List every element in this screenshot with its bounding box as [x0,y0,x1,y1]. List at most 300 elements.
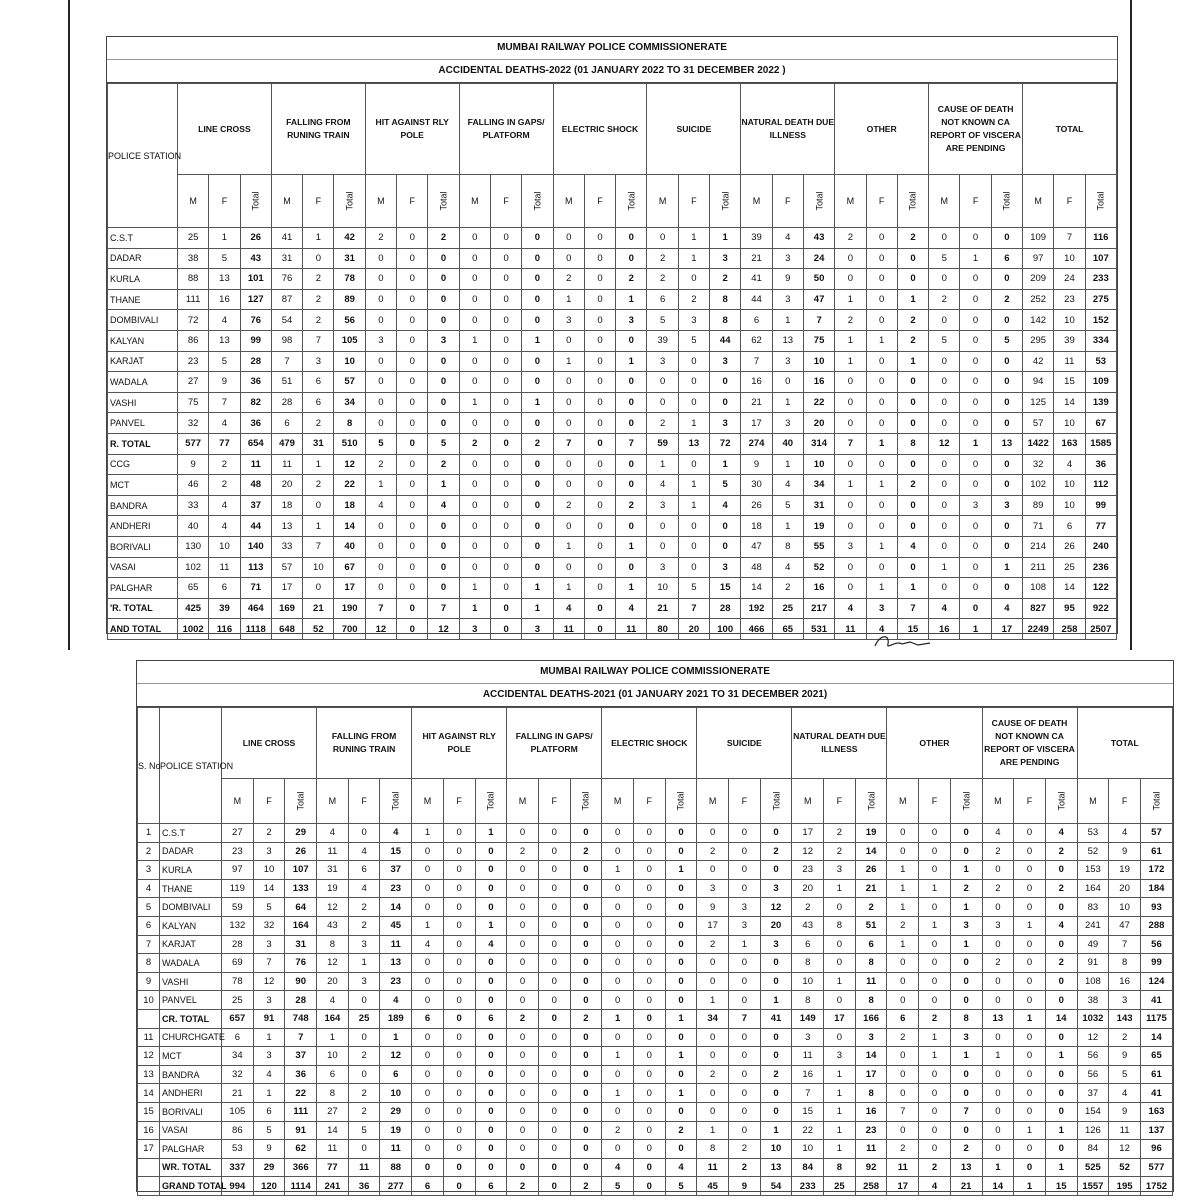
cell-value: 0 [538,1177,570,1196]
cell-value: 0 [538,1084,570,1103]
total-header [710,175,741,228]
male-header [317,779,349,824]
cell-value: 0 [397,578,428,599]
cell-value: 0 [835,413,866,434]
cell-value: 0 [303,495,334,516]
row-station: WADALA [108,372,178,393]
cell-value: 0 [824,954,856,973]
cell-value: 7 [792,1084,824,1103]
station-header: POLICE STATION [108,84,178,228]
cell-value: 0 [570,1102,602,1121]
cell-value: 2 [729,1140,761,1159]
cell-value: 23 [792,861,824,880]
cell-value: 4 [253,1065,285,1084]
cell-value: 0 [835,248,866,269]
total-row [138,1009,1173,1028]
cell-value: 0 [665,1065,697,1084]
cell-value: 4 [919,1177,951,1196]
cell-value: 5 [209,248,240,269]
cell-value: 47 [803,289,834,310]
cell-value: 1 [647,454,678,475]
cell-value: 22 [803,392,834,413]
cell-value: 19 [317,879,349,898]
cell-value: 0 [459,310,490,331]
cell-value: 28 [710,598,741,619]
cell-value: 11 [271,454,302,475]
cell-value: 0 [397,619,428,640]
cell-value: 2 [824,824,856,843]
subheader-label: M [846,196,855,206]
cell-value: 0 [507,1084,539,1103]
cell-value: 164 [1077,879,1109,898]
cell-value: 0 [602,916,634,935]
cell-value: 0 [1014,954,1046,973]
cell-value: 3 [428,330,459,351]
cell-value: 0 [647,536,678,557]
cell-value: 654 [240,433,271,454]
cell-value: 0 [919,935,951,954]
cell-value: 1 [929,557,960,578]
cell-value: 1 [772,516,803,537]
cell-value: 0 [960,228,991,249]
cell-value: 1 [412,824,444,843]
male-header [412,779,444,824]
cell-value: 1 [1014,1121,1046,1140]
cell-value: 0 [950,824,982,843]
cell-value: 2 [824,842,856,861]
cell-value: 4 [991,598,1022,619]
cell-value: 15 [1045,1177,1077,1196]
cell-value: 2 [507,1009,539,1028]
cell-value: 10 [317,1047,349,1066]
cell-value: 108 [1077,972,1109,991]
cell-value: 0 [929,351,960,372]
cell-value: 137 [1140,1121,1172,1140]
cell-value: 0 [397,330,428,351]
cell-value: 0 [522,454,553,475]
cell-value: 0 [584,516,615,537]
cell-value: 0 [490,598,521,619]
female-header [584,175,615,228]
cell-value: 657 [222,1009,254,1028]
cell-value: 0 [522,228,553,249]
cell-value: 0 [459,413,490,434]
cell-value: 29 [253,1158,285,1177]
cell-value: 0 [538,1009,570,1028]
cell-value: 0 [397,536,428,557]
cell-value: 0 [584,495,615,516]
cell-value: 2 [897,310,928,331]
total-header [1140,779,1172,824]
cell-value: 4 [1045,824,1077,843]
cell-value: 0 [570,1158,602,1177]
cell-value: 1 [697,1121,729,1140]
cell-value: 8 [317,935,349,954]
male-header [459,175,490,228]
cell-value: 0 [584,475,615,496]
cell-value: 3 [253,842,285,861]
cell-value: 0 [950,954,982,973]
cell-value: 1 [760,1121,792,1140]
cell-value: 3 [459,619,490,640]
cell-value: 39 [741,228,772,249]
cell-value: 195 [1109,1177,1141,1196]
cell-value: 184 [1140,879,1172,898]
cell-value: 28 [271,392,302,413]
cell-value: 1 [553,578,584,599]
cell-value: 1 [824,879,856,898]
cell-value: 0 [584,598,615,619]
cell-value: 31 [317,861,349,880]
row-station: PALGHAR [108,578,178,599]
cell-value: 22 [334,475,365,496]
cell-value: 91 [253,1009,285,1028]
cell-value: 1114 [285,1177,317,1196]
cell-value: 4 [348,842,380,861]
cell-value: 1 [824,972,856,991]
cell-value: 13 [209,269,240,290]
cell-value: 288 [1140,916,1172,935]
cell-value: 0 [729,991,761,1010]
cell-value: 0 [507,898,539,917]
cell-value: 0 [866,516,897,537]
table-row [108,413,1117,434]
cell-value: 10 [647,578,678,599]
cell-value: 20 [1109,879,1141,898]
male-header [929,175,960,228]
cell-value: 89 [334,289,365,310]
cell-value: 4 [665,1158,697,1177]
cell-value: 0 [490,454,521,475]
cell-value: 0 [887,954,919,973]
sno-header: S. No [138,708,160,824]
subheader-label: F [931,796,938,806]
cell-value: 3 [710,413,741,434]
table-row [108,516,1117,537]
cell-value: 0 [443,1084,475,1103]
row-sno: 12 [138,1047,160,1066]
cell-value: 89 [1023,495,1054,516]
row-station: PANVEL [160,991,222,1010]
cell-value: 21 [647,598,678,619]
cell-value: 122 [1085,578,1116,599]
cell-value: 1 [866,330,897,351]
cell-value: 3 [982,916,1014,935]
cell-value: 50 [803,269,834,290]
cell-value: 8 [697,1140,729,1159]
female-header [348,779,380,824]
subheader-label: M [377,196,385,206]
total-header [522,175,553,228]
cell-value: 0 [584,330,615,351]
cell-value: 57 [1023,413,1054,434]
cell-value: 3 [348,935,380,954]
cell-value: 8 [950,1009,982,1028]
subheader-label: M [708,796,717,806]
cell-value: 43 [317,916,349,935]
cell-value: 0 [507,1102,539,1121]
cell-value: 43 [803,228,834,249]
cell-value: 2 [950,1140,982,1159]
table-row [108,372,1117,393]
subheader-label: F [1066,196,1073,206]
cell-value: 0 [887,1065,919,1084]
cell-value: 0 [397,310,428,331]
cell-value: 0 [697,972,729,991]
row-sno: 6 [138,916,160,935]
cell-value: 10 [792,972,824,991]
cell-value: 0 [919,824,951,843]
cell-value: 0 [729,861,761,880]
cell-value: 0 [665,879,697,898]
cell-value: 2 [678,289,709,310]
cell-value: 17 [887,1177,919,1196]
row-sno: 14 [138,1084,160,1103]
cell-value: 0 [475,861,507,880]
subheader-label: F [972,196,979,206]
cell-value: 0 [507,1121,539,1140]
cell-value: 2 [553,495,584,516]
cell-value: 0 [991,351,1022,372]
cell-value: 3 [253,935,285,954]
cell-value: 0 [522,557,553,578]
cell-value: 0 [633,842,665,861]
cell-value: 20 [271,475,302,496]
cell-value: 0 [1014,1102,1046,1121]
cell-value: 5 [665,1177,697,1196]
cell-value: 11 [835,619,866,640]
cell-value: 3 [960,495,991,516]
cell-value: 8 [855,1084,887,1103]
cell-value: 1 [866,536,897,557]
cell-value: 0 [1014,1084,1046,1103]
subheader-label: F [1121,796,1128,806]
category-header: TOTAL [1023,84,1117,175]
table-row [138,954,1173,973]
cell-value: 5 [991,330,1022,351]
cell-value: 314 [803,433,834,454]
cell-value: 258 [1054,619,1085,640]
cell-value: 0 [538,991,570,1010]
cell-value: 3 [253,1047,285,1066]
cell-value: 0 [538,935,570,954]
category-header: HIT AGAINST RLY POLE [365,84,459,175]
cell-value: 6 [303,372,334,393]
cell-value: 13 [271,516,302,537]
male-header [553,175,584,228]
row-station: VASAI [160,1121,222,1140]
cell-value: 0 [443,954,475,973]
cell-value: 0 [772,372,803,393]
female-header [397,175,428,228]
cell-value: 0 [538,1140,570,1159]
cell-value: 0 [570,879,602,898]
cell-value: 0 [960,392,991,413]
subheader-label: Total [1056,791,1067,811]
subheader-label: M [1089,796,1097,806]
cell-value: 0 [633,824,665,843]
category-header: FALLING FROM RUNING TRAIN [271,84,365,175]
cell-value: 4 [1109,824,1141,843]
cell-value: 6 [253,1102,285,1121]
cell-value: 1 [365,475,396,496]
cell-value: 19 [803,516,834,537]
cell-value: 1 [412,916,444,935]
cell-value: 0 [991,454,1022,475]
cell-value: 26 [240,228,271,249]
cell-value: 0 [584,557,615,578]
cell-value: 2 [303,269,334,290]
cell-value: 0 [602,1102,634,1121]
cell-value: 0 [412,972,444,991]
cell-value: 0 [897,495,928,516]
cell-value: 3 [1109,991,1141,1010]
cell-value: 0 [929,269,960,290]
cell-value: 0 [570,898,602,917]
cell-value: 0 [507,935,539,954]
cell-value: 0 [459,557,490,578]
male-header [507,779,539,824]
cell-value: 0 [633,879,665,898]
cell-value: 0 [602,1065,634,1084]
cell-value: 84 [1077,1140,1109,1159]
cell-value: 0 [991,516,1022,537]
cell-value: 1 [616,578,647,599]
row-station: BORIVALI [108,536,178,557]
cell-value: 12 [1077,1028,1109,1047]
cell-value: 0 [428,392,459,413]
cell-value: 47 [1109,916,1141,935]
cell-value: 0 [348,991,380,1010]
cell-value: 0 [412,842,444,861]
cell-value: 0 [760,824,792,843]
cell-value: 0 [584,248,615,269]
cell-value: 6 [887,1009,919,1028]
cell-value: 0 [929,228,960,249]
cell-value: 2 [887,916,919,935]
cell-value: 0 [897,413,928,434]
cell-value: 0 [678,454,709,475]
cell-value: 0 [365,351,396,372]
cell-value: 0 [443,1121,475,1140]
cell-value: 2 [209,454,240,475]
cell-value: 0 [960,578,991,599]
cell-value: 47 [741,536,772,557]
male-header [1023,175,1054,228]
cell-value: 2 [919,1009,951,1028]
cell-value: 0 [507,1028,539,1047]
cell-value: 0 [584,578,615,599]
row-station: ANDHERI [108,516,178,537]
cell-value: 39 [647,330,678,351]
row-sno: 1 [138,824,160,843]
cell-value: 57 [334,372,365,393]
cell-value: 0 [490,269,521,290]
cell-value: 2 [647,413,678,434]
cell-value: 0 [602,898,634,917]
cell-value: 36 [1085,454,1116,475]
cell-value: 23 [222,842,254,861]
cell-value: 3 [772,351,803,372]
cell-value: 6 [475,1177,507,1196]
cell-value: 6 [741,310,772,331]
cell-value: 0 [490,495,521,516]
cell-value: 4 [209,310,240,331]
cell-value: 0 [538,1121,570,1140]
cell-value: 0 [538,1158,570,1177]
cell-value: 17 [991,619,1022,640]
cell-value: 0 [1014,972,1046,991]
cell-value: 2 [991,289,1022,310]
cell-value: 11 [697,1158,729,1177]
cell-value: 0 [697,954,729,973]
cell-value: 13 [991,433,1022,454]
cell-value: 0 [960,557,991,578]
cell-value: 0 [647,228,678,249]
cell-value: 13 [772,330,803,351]
cell-value: 1 [1045,1047,1077,1066]
cell-value: 0 [459,351,490,372]
cell-value: 18 [334,495,365,516]
cell-value: 72 [178,310,209,331]
cell-value: 0 [616,413,647,434]
cell-value: 127 [240,289,271,310]
cell-value: 0 [522,248,553,269]
cell-value: 0 [522,516,553,537]
cell-value: 1 [835,351,866,372]
cell-value: 65 [772,619,803,640]
cell-value: 6 [209,578,240,599]
cell-value: 0 [475,1121,507,1140]
subheader-label: Total [626,191,637,211]
report-title: ACCIDENTAL DEATHS-2021 (01 JANUARY 2021 TO 31 DECEMBER 2021) [482,689,828,700]
cell-value: 211 [1023,557,1054,578]
cell-value: 1 [897,351,928,372]
category-header: SUICIDE [697,708,792,779]
cell-value: 1 [919,1028,951,1047]
cell-value: 25 [348,1009,380,1028]
cell-value: 17 [824,1009,856,1028]
cell-value: 6 [222,1028,254,1047]
cell-value: 0 [475,991,507,1010]
cell-value: 0 [982,1140,1014,1159]
subheader-label: M [1034,196,1042,206]
male-header [835,175,866,228]
cell-value: 0 [919,1065,951,1084]
subheader-label: F [878,196,885,206]
male-header [602,779,634,824]
subheader-label: F [503,196,509,206]
cell-value: 0 [897,557,928,578]
cell-value: 7 [887,1102,919,1121]
cell-value: 1 [475,824,507,843]
cell-value: 2 [647,248,678,269]
cell-value: 0 [428,413,459,434]
category-header: LINE CROSS [178,84,272,175]
cell-value: 1 [824,1140,856,1159]
cell-value: 1 [1014,1009,1046,1028]
cell-value: 67 [334,557,365,578]
cell-value: 0 [490,228,521,249]
cell-value: 111 [178,289,209,310]
category-header: OTHER [887,708,982,779]
cell-value: 0 [397,413,428,434]
cell-value: 233 [792,1177,824,1196]
subheader-label: Total [250,191,261,211]
row-sno: 7 [138,935,160,954]
row-station: R. TOTAL [108,433,178,454]
cell-value: 236 [1085,557,1116,578]
